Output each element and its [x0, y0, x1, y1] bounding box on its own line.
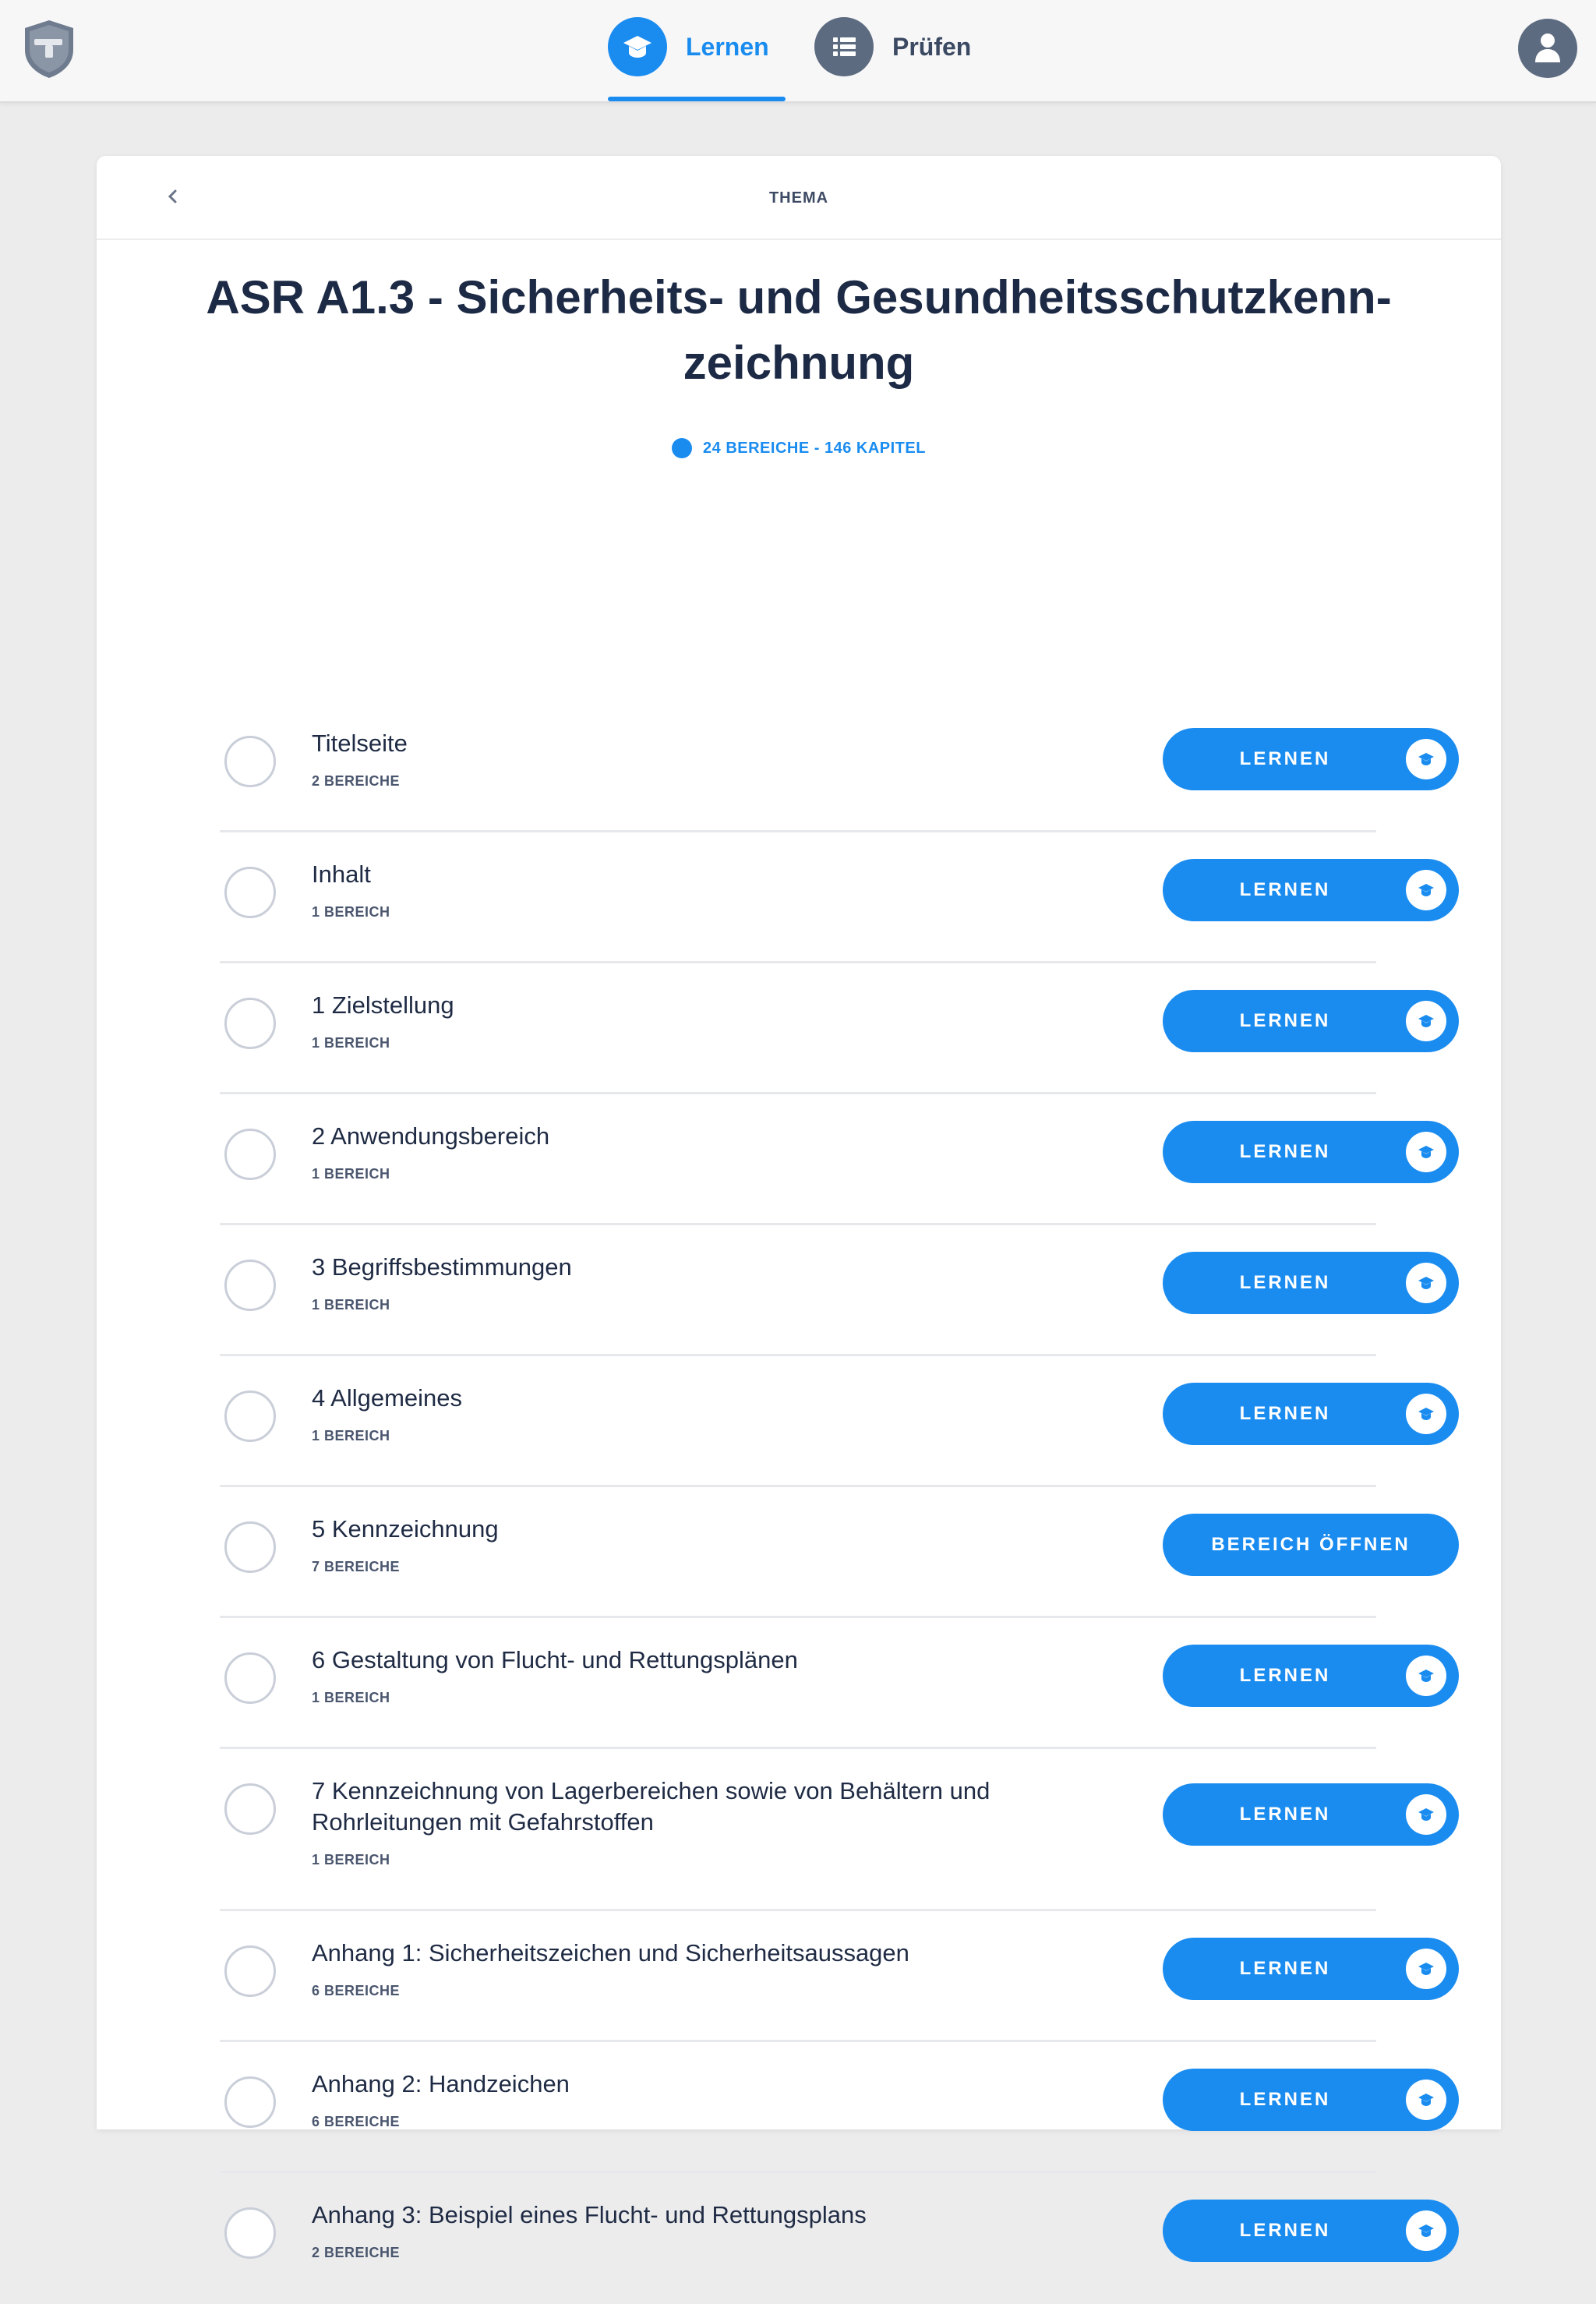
graduation-cap-icon: [1406, 2210, 1446, 2251]
topic-row: [220, 1487, 1411, 1618]
graduation-cap-icon: [1406, 1656, 1446, 1696]
learn-button-label: BEREICH ÖFFNEN: [1211, 1534, 1411, 1555]
topic-title: 4 Allgemeines: [312, 1384, 463, 1412]
graduation-cap-icon: [1406, 1001, 1446, 1041]
learn-button[interactable]: [1163, 990, 1459, 1052]
topic-title: 5 Kennzeichnung: [312, 1515, 499, 1542]
card-header: [97, 156, 1501, 240]
learn-button[interactable]: [1163, 1645, 1459, 1707]
open-section-button[interactable]: [1163, 1514, 1459, 1576]
topic-subtitle: 1 BEREICH: [312, 1852, 390, 1868]
completion-checkbox[interactable]: [224, 1652, 276, 1704]
topic-title: 7 Kennzeichnung von Lagerbereichen sowie von Behältern und Rohrleitungen mit Gefahrstoffen: [312, 1777, 990, 1836]
topic-subtitle: 1 BEREICH: [312, 904, 390, 920]
topic-subtitle: 1 BEREICH: [312, 1035, 390, 1051]
topic-subtitle: 2 BEREICHE: [312, 2245, 401, 2260]
learn-button[interactable]: [1163, 2200, 1459, 2262]
topic-subtitle: 2 BEREICHE: [312, 773, 401, 789]
learn-button-label: LERNEN: [1239, 748, 1331, 769]
topic-row: [220, 1749, 1376, 1911]
learn-button-label: LERNEN: [1239, 2220, 1331, 2241]
graduation-cap-icon: [1406, 739, 1446, 779]
topic-title: Titelseite: [312, 730, 408, 757]
completion-checkbox[interactable]: [224, 1945, 276, 1997]
topic-title: Anhang 1: Sicherheitszeichen und Sicherheitsaussagen: [312, 1939, 909, 1967]
learn-button-label: LERNEN: [1239, 1958, 1331, 1979]
completion-checkbox[interactable]: [224, 2207, 276, 2259]
top-navigation-bar: [0, 0, 1596, 103]
topic-row: [220, 963, 1376, 1094]
learn-button-label: LERNEN: [1239, 1141, 1331, 1162]
topic-title: Anhang 2: Handzeichen: [312, 2070, 570, 2097]
meta-dot-icon: [672, 438, 692, 458]
topic-title: 3 Begriffsbestimmungen: [312, 1253, 572, 1281]
topic-subtitle: 7 BEREICHE: [312, 1559, 401, 1574]
learn-button-label: LERNEN: [1239, 1272, 1331, 1293]
learn-button-label: LERNEN: [1239, 1665, 1331, 1686]
list-icon: [814, 17, 874, 76]
completion-checkbox[interactable]: [224, 2076, 276, 2128]
topic-row: [220, 1911, 1376, 2042]
tab-pruefen[interactable]: [814, 17, 971, 103]
completion-checkbox[interactable]: [224, 1129, 276, 1180]
topic-row: [220, 832, 1376, 963]
learn-button[interactable]: [1163, 1383, 1459, 1445]
learn-button[interactable]: [1163, 1121, 1459, 1183]
completion-checkbox[interactable]: [224, 1783, 276, 1835]
graduation-cap-icon: [1406, 1394, 1446, 1434]
graduation-cap-icon: [608, 17, 667, 76]
topic-list: [220, 701, 1411, 2304]
card-header-title: THEMA: [768, 189, 829, 207]
meta-text: 24 BEREICHE - 146 KAPITEL: [703, 439, 926, 457]
topic-title: Anhang 3: Beispiel eines Flucht- und Rettungsplans: [312, 2201, 867, 2228]
topic-row: [220, 1618, 1376, 1749]
learn-button[interactable]: [1163, 2069, 1459, 2131]
learn-button-label: LERNEN: [1239, 1403, 1331, 1424]
topic-title: 1 Zielstellung: [312, 991, 454, 1019]
tab-pruefen-label: Prüfen: [892, 33, 972, 61]
topic-subtitle: 1 BEREICH: [312, 1166, 390, 1182]
topic-row: [220, 1094, 1376, 1225]
completion-checkbox[interactable]: [224, 1521, 276, 1573]
tab-lernen-label: Lernen: [686, 33, 769, 61]
completion-checkbox[interactable]: [224, 867, 276, 918]
learn-button-label: LERNEN: [1239, 1804, 1331, 1825]
topic-row: [220, 2173, 1376, 2304]
graduation-cap-icon: [1406, 1132, 1446, 1172]
learn-button[interactable]: [1163, 1252, 1459, 1314]
topic-row: [220, 2042, 1376, 2173]
learn-button[interactable]: [1163, 1783, 1459, 1846]
tab-lernen[interactable]: [608, 17, 769, 103]
topic-meta: [97, 438, 1501, 458]
learn-button[interactable]: [1163, 859, 1459, 921]
learn-button[interactable]: [1163, 728, 1459, 790]
shield-logo-icon[interactable]: [22, 19, 76, 80]
topic-title: 2 Anwendungsbereich: [312, 1122, 550, 1150]
completion-checkbox[interactable]: [224, 1260, 276, 1311]
topic-subtitle: 6 BEREICHE: [312, 2114, 401, 2129]
learn-button-label: LERNEN: [1239, 1010, 1331, 1031]
learn-button-label: LERNEN: [1239, 879, 1331, 900]
graduation-cap-icon: [1406, 1949, 1446, 1989]
topic-card: [97, 156, 1501, 2260]
graduation-cap-icon: [1406, 1794, 1446, 1835]
graduation-cap-icon: [1406, 1263, 1446, 1303]
completion-checkbox[interactable]: [224, 998, 276, 1049]
topic-title: Inhalt: [312, 860, 371, 888]
learn-button[interactable]: [1163, 1938, 1459, 2000]
topic-row: [220, 1225, 1376, 1356]
topic-subtitle: 6 BEREICHE: [312, 1983, 401, 1998]
topic-row: [220, 1356, 1376, 1487]
page-title: ASR A1.3 - Sicherheits- und Gesundheitsschutzkenn-zeichnung: [206, 271, 1392, 389]
topic-row: [220, 701, 1376, 832]
user-icon[interactable]: [1518, 19, 1577, 78]
topic-subtitle: 1 BEREICH: [312, 1428, 390, 1444]
completion-checkbox[interactable]: [224, 1391, 276, 1442]
topic-subtitle: 1 BEREICH: [312, 1297, 390, 1313]
topic-subtitle: 1 BEREICH: [312, 1690, 390, 1705]
active-tab-indicator: [608, 97, 786, 101]
learn-button-label: LERNEN: [1239, 2089, 1331, 2110]
completion-checkbox[interactable]: [224, 736, 276, 787]
topic-title: 6 Gestaltung von Flucht- und Rettungsplänen: [312, 1646, 798, 1673]
graduation-cap-icon: [1406, 870, 1446, 910]
graduation-cap-icon: [1406, 2080, 1446, 2120]
